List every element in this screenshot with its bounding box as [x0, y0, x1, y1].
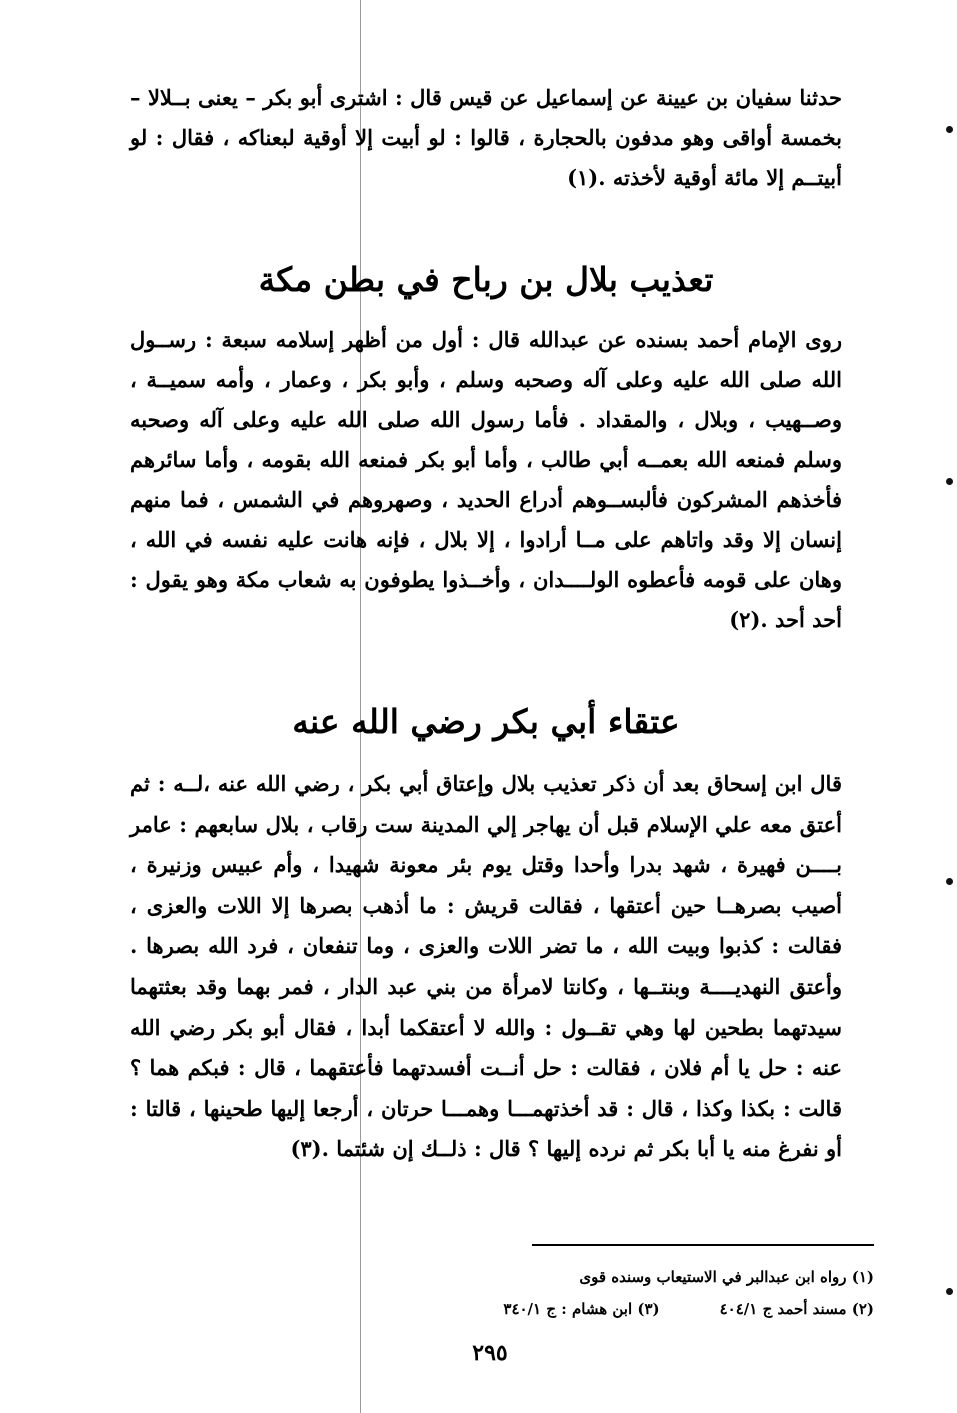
page-number: ٢٩٥: [472, 1340, 508, 1366]
footnote-3: (٣) ابن هشام : ج ٣٤٠/١: [503, 1300, 660, 1318]
margin-dot-mark: [946, 478, 953, 485]
footnote-row: [300, 1298, 874, 1320]
margin-dot-mark: [946, 126, 953, 133]
paragraph-freed-slaves: قال ابن إسحاق بعد أن ذكر تعذيب بلال وإعتاق أبي بكر ، رضي الله عنه ،لــه : ثم أعتق معه علي الإسلام قبل أن يهاجر إلي المدينة ست رقاب ، بلال سابعهم : عامر بــــن فهيرة ، شهد بدرا وأحدا وقتل يوم بئر معونة شهيدا ، وأم عبيس وزنيرة ، أصيب بصرهــا حين أعتقها ، فقالت قريش : ما أذهب بصرها إلا اللات والعزى ، فقالت : كذبوا وبيت الله ، ما تضر اللات والعزى ، وما تنفعان ، فرد الله بصرها . وأعتق النهديــــة وبنتــها ، وكانتا لامرأة من بني عبد الدار ، فمر بهما وقد بعثتهما سيدتهما بطحين لها وهي تقــول : والله لا أعتقكما أبدا ، فقال أبو بكر رضي الله عنه : حل يا أم فلان ، فقالت : حل أنــت أفسدتهما فأعتقهما ، قال : فبكم هما ؟ قالت : بكذا وكذا ، قال : قد أخذتهمـــا وهمـــا حرتان ، أرجعا إليها طحينها ، قالتا : أو نفرغ منه يا أبا بكر ثم نرده إليها ؟ قال : ذلــك إن شئتما .(٣): [130, 771, 842, 1162]
paragraph-bilal-torture: روى الإمام أحمد بسنده عن عبدالله قال : أول من أظهر إسلامه سبعة : رســول الله صلى الله عليه وعلى آله وصحبه وسلم ، وأبو بكر ، وعمار ، وأمه سميــة ، وصــهيب ، وبلال ، والمقداد . فأما رسول الله صلى الله عليه وعلى آله وصحبه وسلم فمنعه الله بعمــه أبي طالب ، وأما أبو بكر فمنعه الله بقومه ، وأما سائرهم فأخذهم المشركون فألبســوهم أدراع الحديد ، وصهروهم في الشمس ، فما منهم إنسان إلا وقد واتاهم على مــا أرادوا ، إلا بلال ، فإنه هانت عليه نفسه في الله ، وهان على قومه فأعطوه الولــــدان ، وأخــذوا يطوفون به شعاب مكة وهو يقول : أحد أحد .(٢): [130, 327, 842, 632]
section-heading-bilal-torture: تعذيب بلال بن رباح في بطن مكة: [258, 260, 714, 299]
section-heading-freed-slaves: عتقاء أبي بكر رضي الله عنه: [292, 702, 680, 741]
margin-dot-mark: [946, 1288, 953, 1295]
footnote-separator: [532, 1244, 874, 1246]
footnote-1: (١) رواه ابن عبدالبر في الاستيعاب وسنده قوى: [579, 1268, 874, 1286]
intro-paragraph: حدثنا سفيان بن عيينة عن إسماعيل عن قيس قال : اشترى أبو بكر – يعنى بــلالا – بخمسة أواقى وهو مدفون بالحجارة ، قالوا : لو أبيت إلا أوقية لبعناكه ، فقال : لو أبيتــم إلا مائة أوقية لأخذته .(١): [130, 85, 842, 190]
footnote-2: (٢) مسند أحمد ج ٤٠٤/١: [719, 1300, 874, 1318]
margin-dot-mark: [946, 878, 953, 885]
